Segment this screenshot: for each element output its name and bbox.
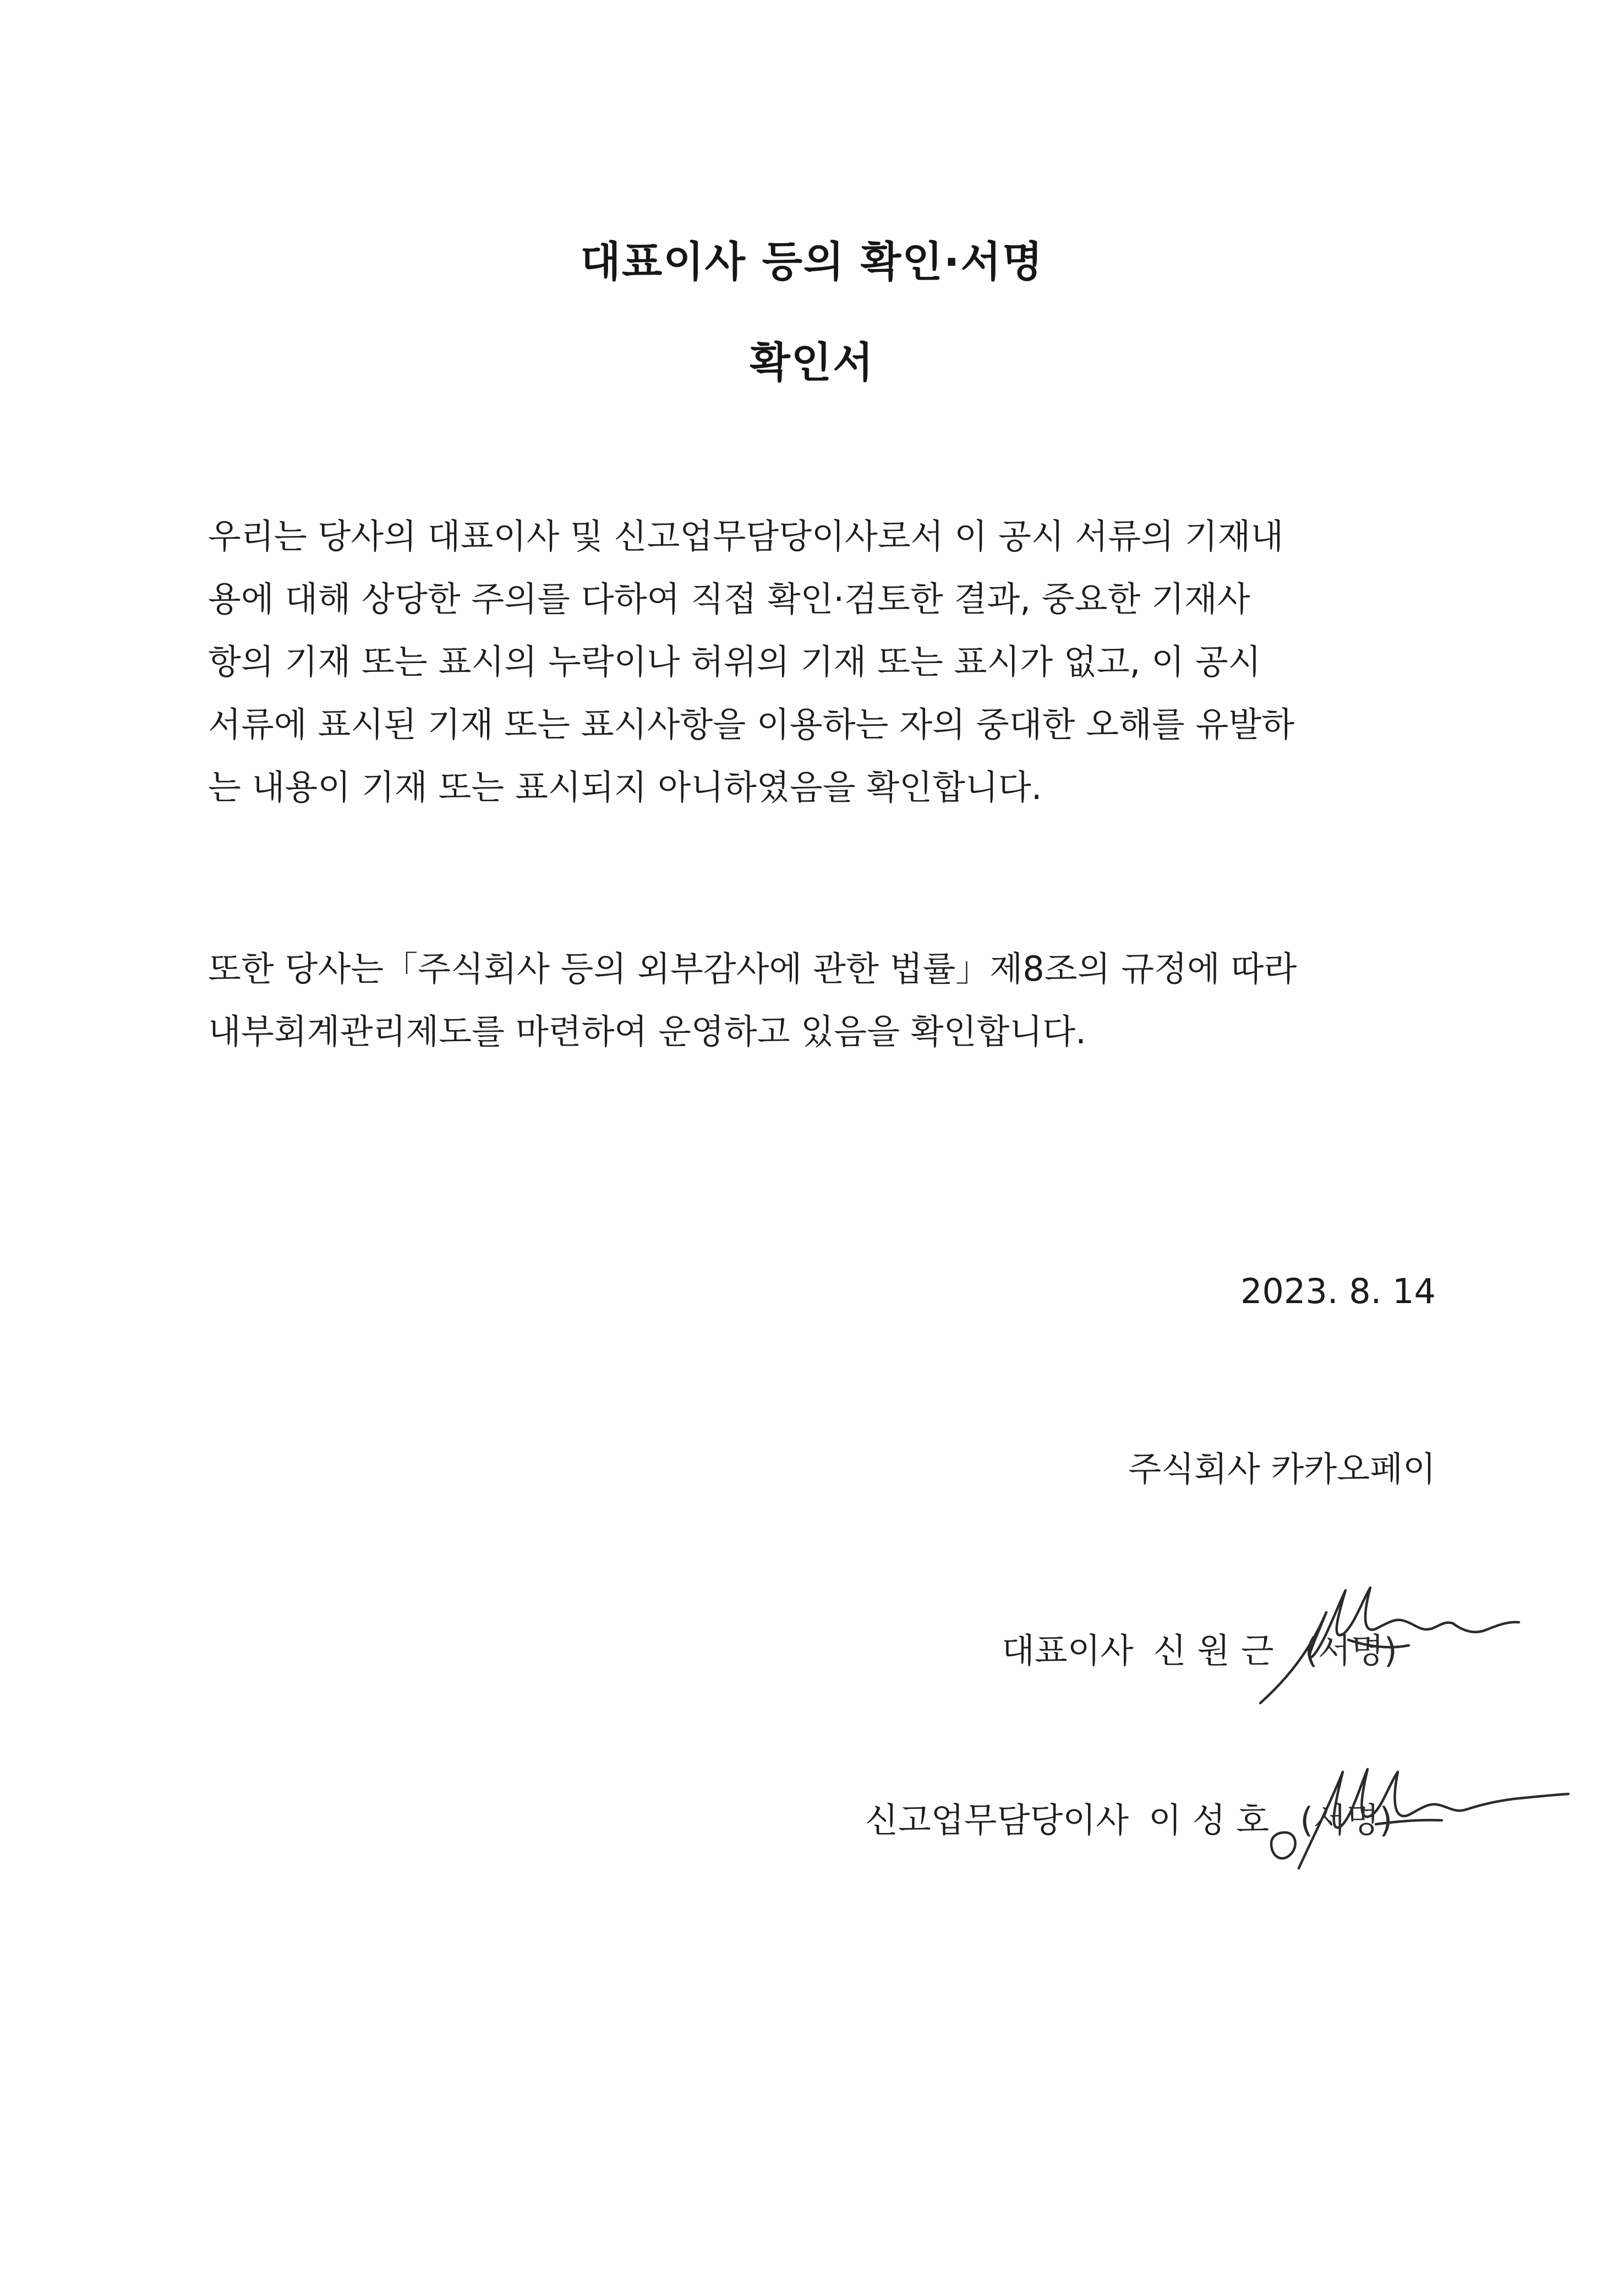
ceo-name: 신 원 근 [1153, 1631, 1274, 1671]
paragraph-line: 내부회계관리제도를 마련하여 운영하고 있음을 확인합니다. [208, 1011, 1086, 1052]
document-title: 대표이사 등의 확인·서명 [580, 237, 1044, 286]
ceo-role: 대표이사 [1002, 1631, 1134, 1671]
document-date: 2023. 8. 14 [1240, 1271, 1436, 1311]
paragraph-line: 는 내용이 기재 또는 표시되지 아니하였음을 확인합니다. [208, 767, 1042, 807]
ceo-signature-line [1002, 1623, 1397, 1672]
paragraph-line: 또한 당사는「주식회사 등의 외부감사에 관한 법률」제8조의 규정에 따라 [208, 949, 1297, 989]
paragraph-line: 항의 기재 또는 표시의 누락이나 허위의 기재 또는 표시가 없고, 이 공시 [208, 642, 1261, 682]
paragraph-line: 용에 대해 상당한 주의를 다하여 직접 확인·검토한 결과, 중요한 기재사 [208, 579, 1250, 619]
officer-name: 이 성 호 [1149, 1800, 1270, 1840]
ceo-seal-label: (서명) [1304, 1631, 1397, 1671]
confirmation-paragraph [208, 505, 1435, 819]
officer-seal-label: (서명) [1300, 1800, 1393, 1840]
paragraph-line: 우리는 당사의 대표이사 및 신고업무담당이사로서 이 공시 서류의 기재내 [208, 516, 1284, 556]
company-name: 주식회사 카카오페이 [1128, 1449, 1436, 1489]
internal-control-paragraph [208, 938, 1435, 1063]
paragraph-line: 서류에 표시된 기재 또는 표시사항을 이용하는 자의 중대한 오해를 유발하 [208, 704, 1295, 745]
officer-role: 신고업무담당이사 [865, 1800, 1129, 1840]
officer-signature-line [865, 1793, 1392, 1842]
document-subtitle: 확인서 [750, 338, 874, 387]
